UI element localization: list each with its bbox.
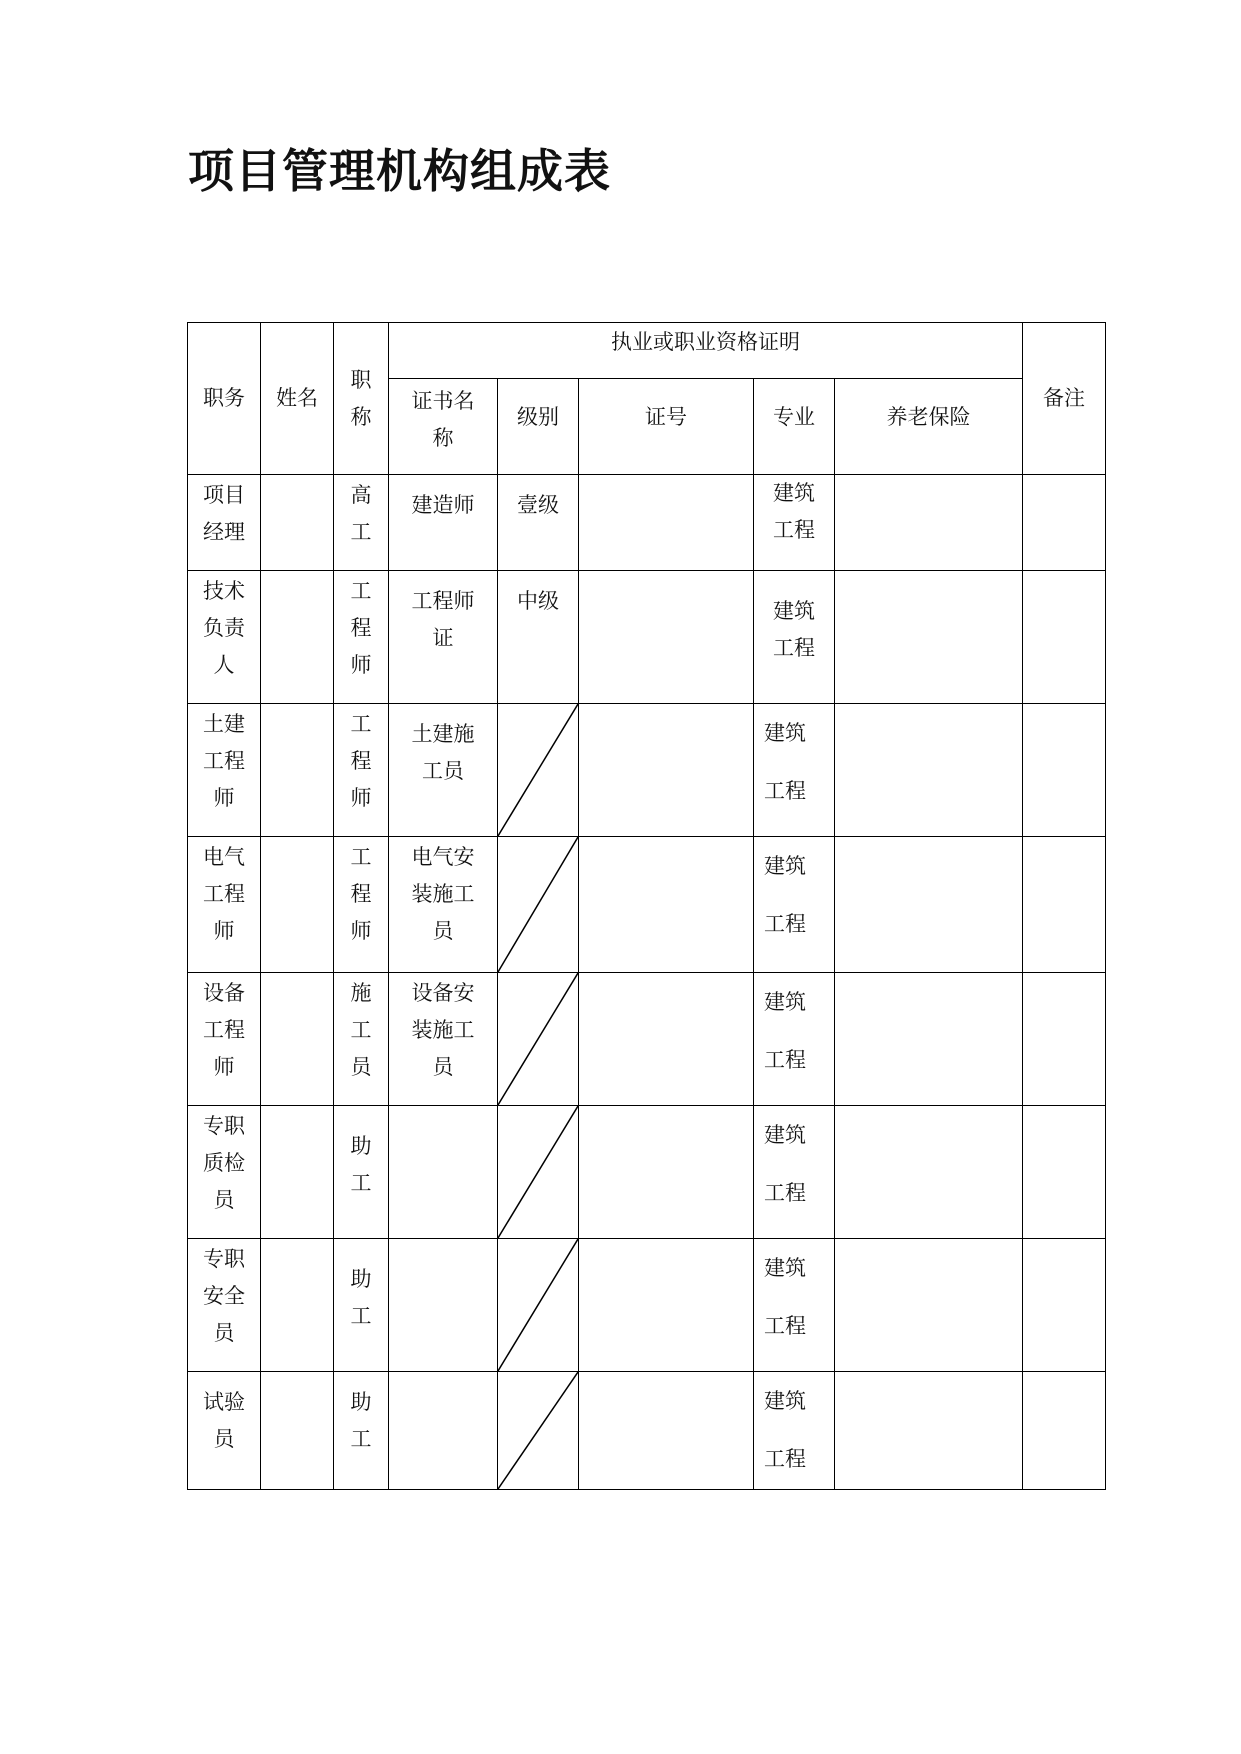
cell-name xyxy=(261,704,334,837)
table-row xyxy=(188,1106,1106,1239)
cell-level xyxy=(498,1106,579,1239)
cell-pension xyxy=(835,475,1023,571)
cell-job-title-text: 工 程 师 xyxy=(350,845,372,943)
cell-cert-name xyxy=(389,1239,498,1372)
header-name: 姓名 xyxy=(261,323,334,475)
cell-job-title xyxy=(334,704,389,837)
page-title: 项目管理机构组成表 xyxy=(188,144,611,198)
header-level: 级别 xyxy=(498,379,579,475)
diagonal-slash-icon xyxy=(498,1106,578,1238)
cell-pension xyxy=(835,704,1023,837)
cell-cert-name xyxy=(389,704,498,837)
table-row xyxy=(188,1372,1106,1490)
cell-level xyxy=(498,973,579,1106)
cell-cert-no xyxy=(579,1239,754,1372)
diagonal-slash-icon xyxy=(498,704,578,836)
table-row xyxy=(188,571,1106,704)
diagonal-slash-icon xyxy=(498,837,578,972)
cell-position-text: 试验 员 xyxy=(203,1390,245,1451)
cell-job-title-text: 施 工 员 xyxy=(350,981,372,1079)
cell-position-text: 电气 工程 师 xyxy=(203,845,245,943)
cell-job-title xyxy=(334,1372,389,1490)
roster-table xyxy=(187,322,1106,1490)
cell-position-text: 土建 工程 师 xyxy=(203,712,245,810)
cell-cert-no xyxy=(579,973,754,1106)
cell-job-title xyxy=(334,475,389,571)
cell-pension xyxy=(835,1239,1023,1372)
cell-cert-name-text: 土建施 工员 xyxy=(411,722,475,783)
diagonal-slash-icon xyxy=(498,973,578,1105)
cell-position xyxy=(188,571,261,704)
cell-job-title xyxy=(334,571,389,704)
cell-major-text: 建筑 工程 xyxy=(764,1123,806,1205)
cell-job-title xyxy=(334,837,389,973)
cell-position-text: 专职 质检 员 xyxy=(203,1114,245,1212)
cell-pension xyxy=(835,1372,1023,1490)
header-job-title: 职 称 xyxy=(334,323,389,475)
cell-cert-name xyxy=(389,571,498,704)
cell-name xyxy=(261,475,334,571)
cell-cert-name xyxy=(389,475,498,571)
header-cert-name: 证书名 称 xyxy=(389,379,498,475)
cell-major-text: 建筑 工程 xyxy=(764,854,806,936)
cell-pension xyxy=(835,973,1023,1106)
table-row xyxy=(188,475,1106,571)
cell-job-title-text: 助 工 xyxy=(350,1267,372,1328)
cell-major xyxy=(754,837,835,973)
cell-level xyxy=(498,571,579,704)
cell-major xyxy=(754,475,835,571)
cell-level xyxy=(498,837,579,973)
diagonal-slash-icon xyxy=(498,1239,578,1371)
cell-name xyxy=(261,1106,334,1239)
cell-remarks xyxy=(1023,1372,1106,1490)
cell-cert-name-text: 设备安 装施工 员 xyxy=(411,981,475,1079)
cell-level xyxy=(498,1239,579,1372)
header-pension: 养老保险 xyxy=(835,379,1023,475)
cell-job-title xyxy=(334,1106,389,1239)
cell-pension xyxy=(835,571,1023,704)
cell-job-title xyxy=(334,973,389,1106)
cell-remarks xyxy=(1023,571,1106,704)
cell-major xyxy=(754,1239,835,1372)
table-row xyxy=(188,704,1106,837)
cell-position-text: 项目 经理 xyxy=(203,483,245,544)
cell-cert-name xyxy=(389,973,498,1106)
cell-position-text: 设备 工程 师 xyxy=(203,981,245,1079)
cell-cert-no xyxy=(579,704,754,837)
cell-job-title-text: 工 程 师 xyxy=(350,579,372,677)
cell-cert-name-text: 建造师 xyxy=(411,493,475,517)
cell-remarks xyxy=(1023,973,1106,1106)
cell-remarks xyxy=(1023,837,1106,973)
cell-cert-name-text: 电气安 装施工 员 xyxy=(411,845,475,943)
cell-position-text: 技术 负责 人 xyxy=(203,579,245,677)
cell-job-title-text: 助 工 xyxy=(350,1390,372,1451)
cell-cert-no xyxy=(579,571,754,704)
cell-pension xyxy=(835,1106,1023,1239)
cell-major xyxy=(754,1106,835,1239)
cell-position xyxy=(188,1372,261,1490)
cell-cert-no xyxy=(579,475,754,571)
cell-remarks xyxy=(1023,704,1106,837)
cell-major-text: 建筑 工程 xyxy=(764,721,806,803)
cell-level xyxy=(498,1372,579,1490)
cell-major-text: 建筑 工程 xyxy=(764,1256,806,1338)
cell-job-title-text: 工 程 师 xyxy=(350,712,372,810)
cell-major-text: 建筑 工程 xyxy=(773,481,815,542)
cell-position xyxy=(188,704,261,837)
cell-major xyxy=(754,571,835,704)
table-body xyxy=(188,475,1106,1490)
cell-name xyxy=(261,837,334,973)
cell-remarks xyxy=(1023,1106,1106,1239)
table-row xyxy=(188,1239,1106,1372)
cell-pension xyxy=(835,837,1023,973)
cell-position xyxy=(188,1106,261,1239)
header-cert-no: 证号 xyxy=(579,379,754,475)
cell-position xyxy=(188,475,261,571)
cell-level xyxy=(498,475,579,571)
cell-major xyxy=(754,973,835,1106)
cell-position xyxy=(188,837,261,973)
cell-name xyxy=(261,973,334,1106)
header-position: 职务 xyxy=(188,323,261,475)
header-major: 专业 xyxy=(754,379,835,475)
header-qualification-group: 执业或职业资格证明 xyxy=(389,323,1023,379)
cell-cert-name xyxy=(389,1106,498,1239)
cell-name xyxy=(261,1239,334,1372)
cell-position-text: 专职 安全 员 xyxy=(203,1247,245,1345)
cell-cert-name-text: 工程师 证 xyxy=(411,589,475,650)
header-remarks: 备注 xyxy=(1023,323,1106,475)
cell-cert-name xyxy=(389,1372,498,1490)
cell-position xyxy=(188,1239,261,1372)
cell-job-title-text: 高 工 xyxy=(350,483,372,544)
cell-cert-no xyxy=(579,837,754,973)
cell-remarks xyxy=(1023,1239,1106,1372)
cell-level xyxy=(498,704,579,837)
cell-cert-name xyxy=(389,837,498,973)
cell-cert-no xyxy=(579,1372,754,1490)
table-header xyxy=(188,323,1106,475)
cell-major xyxy=(754,1372,835,1490)
cell-major-text: 建筑 工程 xyxy=(764,1389,806,1471)
cell-remarks xyxy=(1023,475,1106,571)
diagonal-slash-icon xyxy=(498,1372,578,1489)
cell-level-text: 壹级 xyxy=(517,493,559,517)
cell-name xyxy=(261,571,334,704)
table-row xyxy=(188,837,1106,973)
cell-major-text: 建筑 工程 xyxy=(773,599,815,660)
cell-major xyxy=(754,704,835,837)
table-row xyxy=(188,973,1106,1106)
cell-cert-no xyxy=(579,1106,754,1239)
cell-major-text: 建筑 工程 xyxy=(764,990,806,1072)
cell-name xyxy=(261,1372,334,1490)
cell-position xyxy=(188,973,261,1106)
cell-job-title xyxy=(334,1239,389,1372)
cell-job-title-text: 助 工 xyxy=(350,1134,372,1195)
cell-level-text: 中级 xyxy=(517,589,559,613)
